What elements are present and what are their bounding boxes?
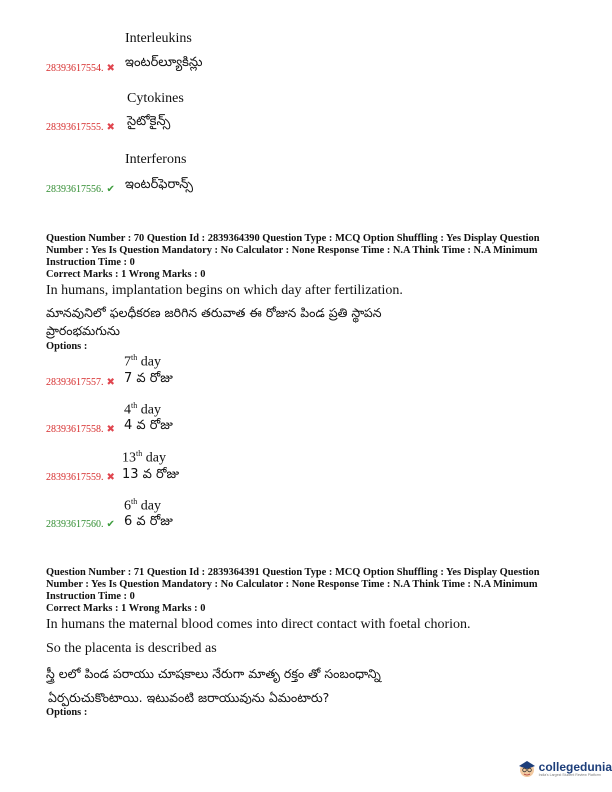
- option-text-en: Interleukins: [125, 31, 192, 46]
- option-text-te: 13 వ రోజు: [122, 467, 180, 482]
- option-number: 4: [124, 402, 131, 418]
- question-text-te: ఏర్పరుచుకొంటాయి. ఇటువంటి జరాయువును ఏమంటారు?: [48, 690, 330, 705]
- option-text-en: [122, 449, 166, 467]
- option-text-te: 6 వ రోజు: [124, 514, 173, 529]
- option-word: day: [137, 354, 161, 370]
- option-number: 13: [122, 450, 136, 466]
- option-text-te: ఇంటర్‌ల్యూకిన్లు: [125, 55, 203, 70]
- option-word: day: [137, 402, 161, 418]
- option-text-en: [124, 497, 161, 515]
- option-text-te: ఇంటర్‌ఫెరాన్స్: [125, 177, 194, 192]
- option-id-text: 28393617558.: [46, 424, 104, 435]
- option-id: [46, 184, 115, 195]
- option-id-text: 28393617557.: [46, 377, 104, 388]
- option-text-en: Cytokines: [127, 91, 184, 106]
- option-id-text: 28393617559.: [46, 472, 104, 483]
- cross-icon: ✖: [106, 472, 115, 483]
- option-ordinal: th: [131, 497, 138, 506]
- cross-icon: ✖: [106, 63, 115, 74]
- question-meta: Question Number : 71 Question Id : 2839364391 Question Type : MCQ Option Shuffling : Yes Display Question Number : Yes Is Question Mandatory : No Calculator : None Response Time : N.A Think Time : N.A Minimum Instruction Time : 0: [46, 567, 540, 602]
- option-number: 6: [124, 498, 131, 514]
- cross-icon: ✖: [106, 377, 115, 388]
- question-text-en: In humans the maternal blood comes into direct contact with foetal chorion.: [46, 617, 471, 632]
- cross-icon: ✖: [106, 424, 115, 435]
- option-text-en: Interferons: [125, 152, 187, 167]
- option-number: 7: [124, 354, 131, 370]
- question-text-te: మానవునిలో ఫలధీకరణ జరిగిన తరువాత ఈ రోజున పిండ ప్రతి స్థాపన ప్రారంభమగును: [46, 305, 382, 338]
- options-label: Options :: [46, 707, 88, 718]
- option-ordinal: th: [136, 449, 143, 458]
- option-id-text: 28393617560.: [46, 519, 104, 530]
- option-ordinal: th: [131, 353, 138, 362]
- option-text-en: [124, 401, 161, 419]
- option-id-text: 28393617555.: [46, 122, 104, 133]
- option-text-te: 4 వ రోజు: [124, 418, 173, 433]
- logo-name: collegedunia: [538, 760, 612, 774]
- option-word: day: [137, 498, 161, 514]
- question-meta: Question Number : 70 Question Id : 2839364390 Question Type : MCQ Option Shuffling : Yes Display Question Number : Yes Is Question Mandatory : No Calculator : None Response Time : N.A Think Time : N.A Minimum Instruction Time : 0: [46, 233, 540, 268]
- option-id: [46, 377, 115, 388]
- question-text-en: So the placenta is described as: [46, 641, 217, 656]
- logo-tagline: India's Largest Student Review Platform: [538, 773, 601, 777]
- option-id: [46, 519, 115, 530]
- options-label: Options :: [46, 341, 88, 352]
- question-text-en: In humans, implantation begins on which day after fertilization.: [46, 283, 403, 298]
- cross-icon: ✖: [106, 122, 115, 133]
- check-icon: ✔: [106, 519, 115, 530]
- question-marks: Correct Marks : 1 Wrong Marks : 0: [46, 269, 206, 280]
- logo-mascot-icon: [517, 758, 537, 780]
- logo-text-block: [537, 761, 612, 777]
- option-text-en: [124, 353, 161, 371]
- option-id-text: 28393617556.: [46, 184, 104, 195]
- collegedunia-logo: [517, 758, 612, 780]
- option-id: [46, 472, 115, 483]
- option-id: [46, 63, 115, 74]
- option-text-te: సైటోకైన్స్: [127, 114, 171, 129]
- option-ordinal: th: [131, 401, 138, 410]
- option-id: [46, 424, 115, 435]
- option-id: [46, 122, 115, 133]
- check-icon: ✔: [106, 184, 115, 195]
- question-marks: Correct Marks : 1 Wrong Marks : 0: [46, 603, 206, 614]
- option-word: day: [142, 450, 166, 466]
- option-text-te: 7 వ రోజు: [124, 371, 173, 386]
- option-id-text: 28393617554.: [46, 63, 104, 74]
- question-text-te: స్త్రీ లలో పిండ పరాయు చూషకాలు నేరుగా మాతృ రక్తం తో సంబంధాన్ని: [46, 666, 381, 681]
